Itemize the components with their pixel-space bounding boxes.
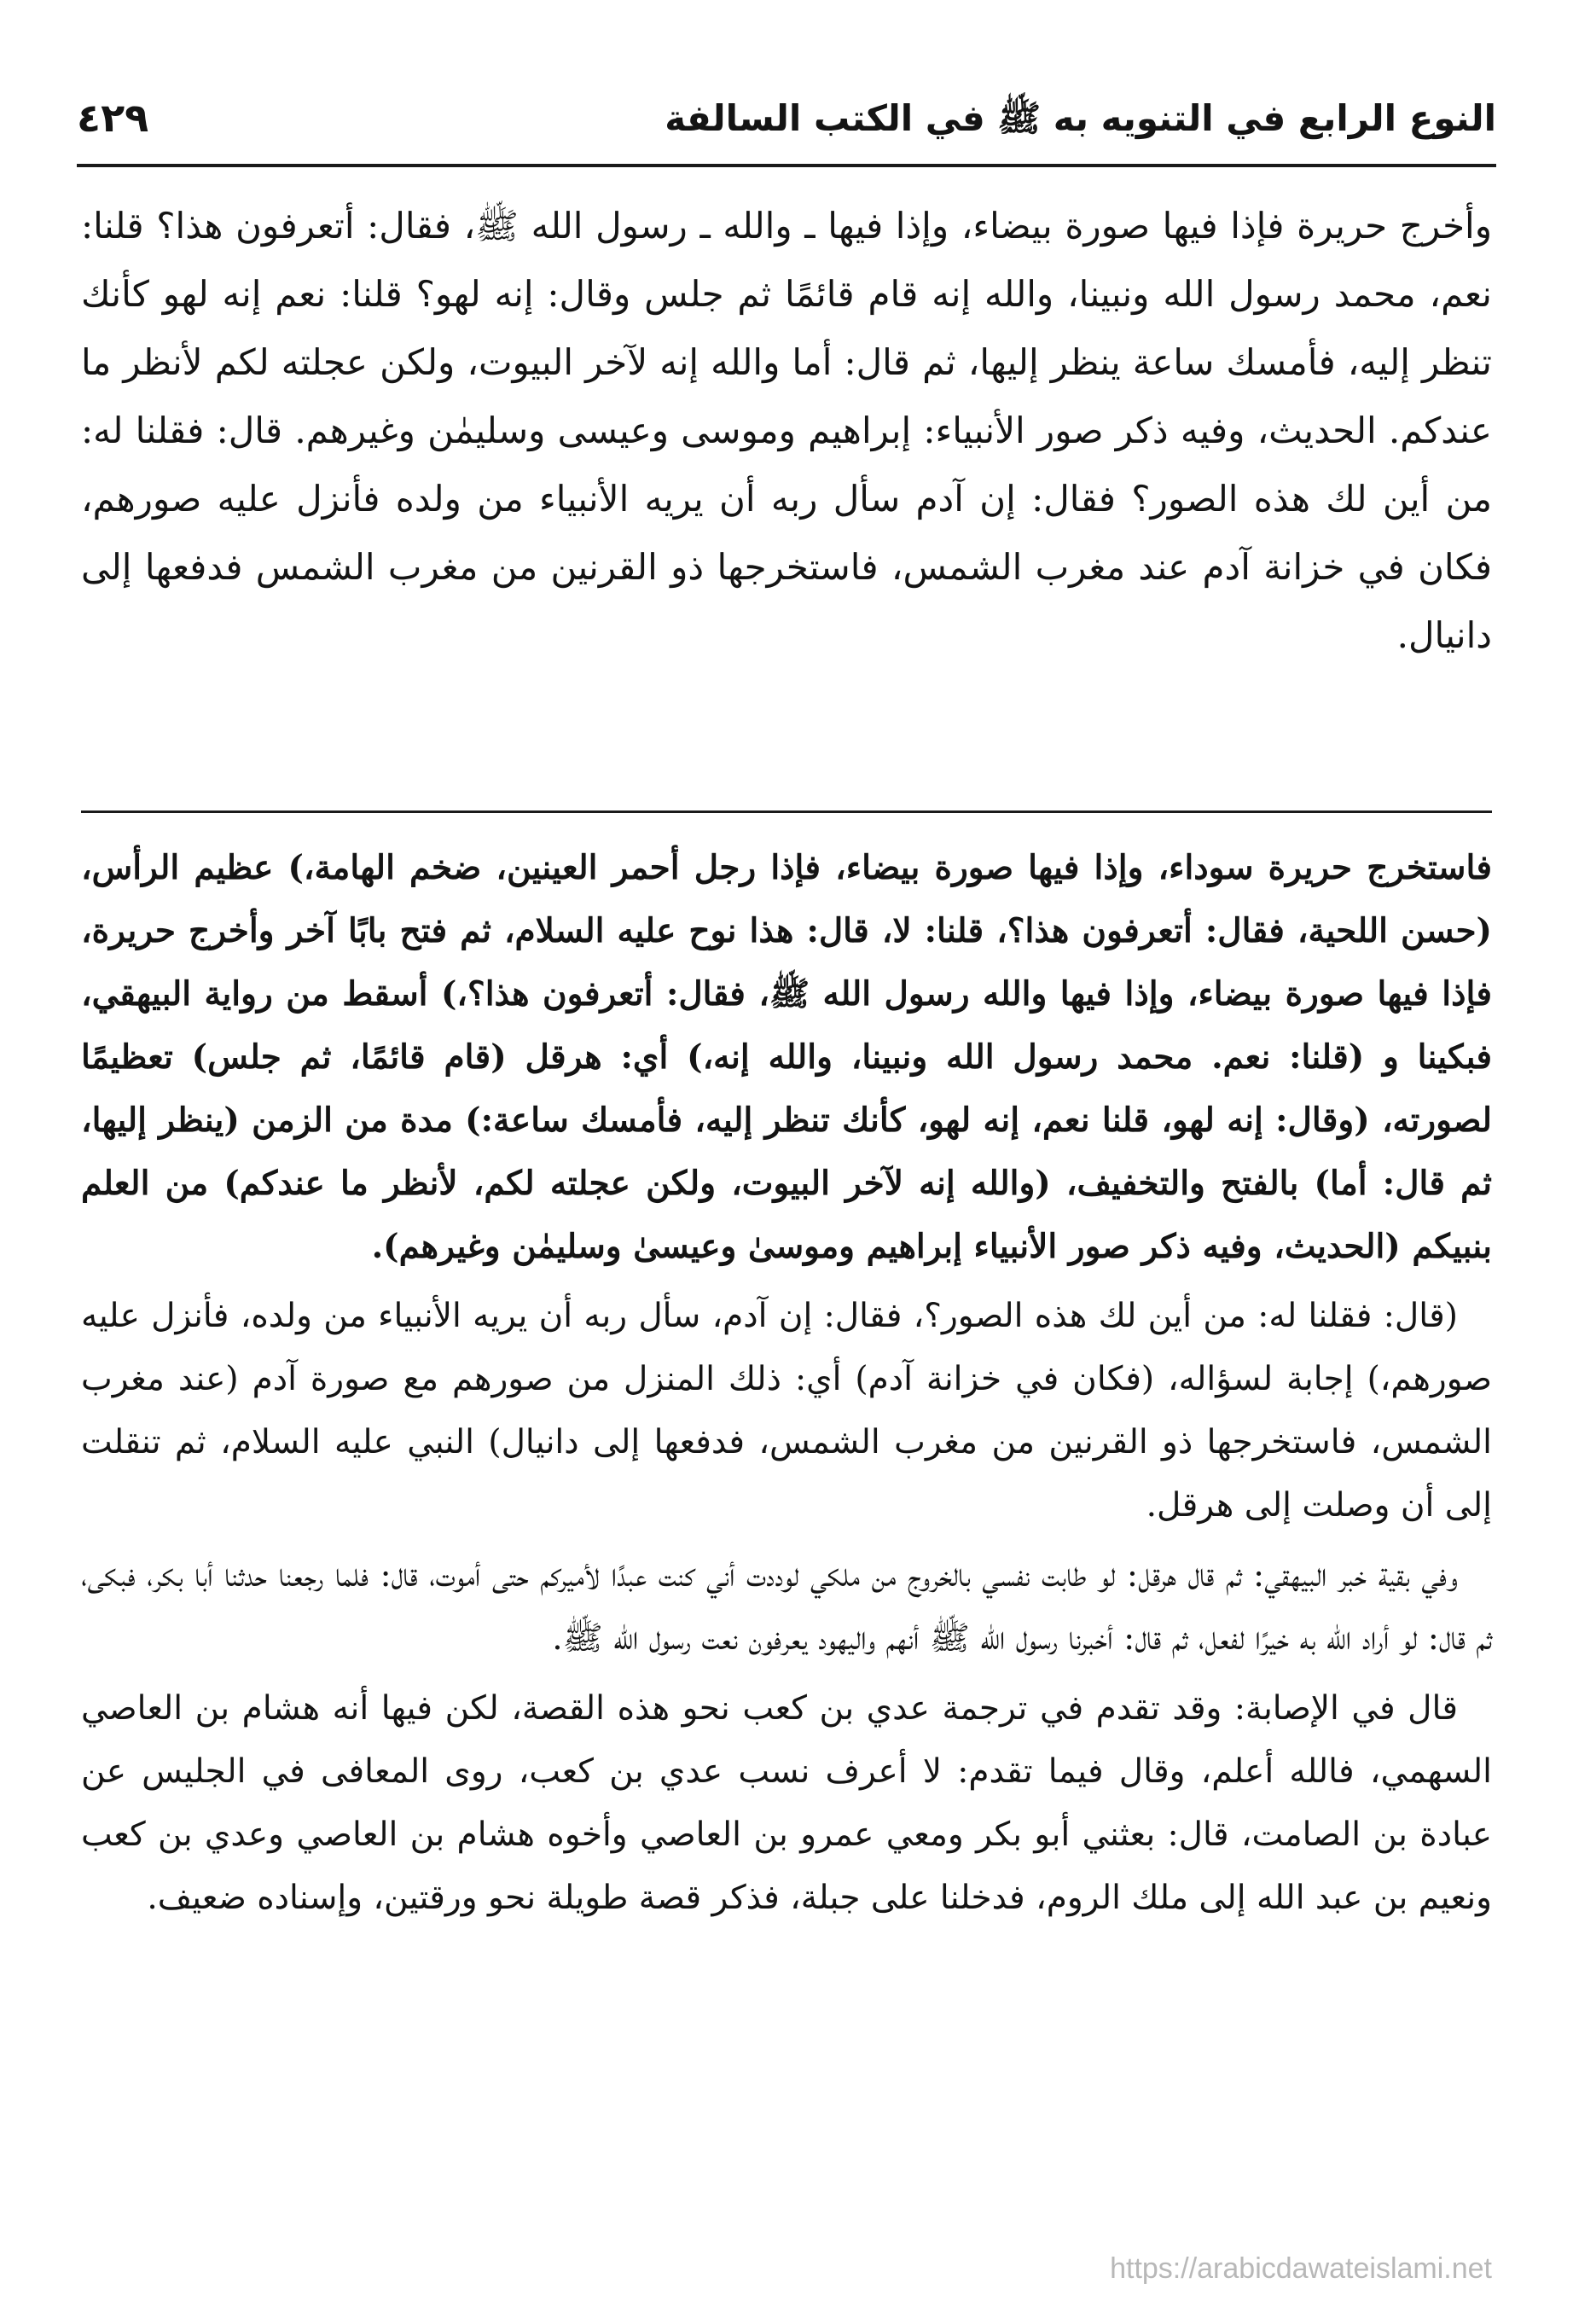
commentary-paragraph: وفي بقية خبر البيهقي: ثم قال هرقل: لو طابت نفسي بالخروج من ملكي لوددت أني كنت عبدًا لأميركم حتى أموت، قال: فلما رجعنا حدثنا أبا بكر، فبكى، ثم قال: لو أراد الله به خيرًا لفعل، ثم قال: أخبرنا رسول الله ﷺ أنهم واليهود يعرفون نعت رسول الله ﷺ. <box>81 1556 1492 1658</box>
commentary-paragraph: فاستخرج حريرة سوداء، وإذا فيها صورة بيضاء، فإذا رجل أحمر العينين، ضخم الهامة،) عظيم الرأس، (حسن اللحية، فقال: أتعرفون هذا؟، قلنا: لا، قال: هذا نوح عليه السلام، ثم فتح بابًا آخر وأخرج حريرة، فإذا فيها صورة بيضاء، وإذا فيها والله رسول الله ﷺ، فقال: أتعرفون هذا؟،) أسقط من رواية البيهقي، فبكينا و (قلنا: نعم. محمد رسول الله ونبينا، والله إنه،) أي: هرقل (قام قائمًا، ثم جلس) تعظيمًا لصورته، (وقال: إنه لهو، قلنا نعم، إنه لهو، كأنك تنظر إليه، فأمسك ساعة:) مدة من الزمن (ينظر إليها، ثم قال: أما) بالفتح والتخفيف، (والله إنه لآخر البيوت، ولكن عجلته لكم، لأنظر ما عندكم) من العلم بنبيكم (الحديث، وفيه ذكر صور الأنبياء إبراهيم وموسىٰ وعيسىٰ وسليمٰن وغيرهم). <box>81 848 1493 1266</box>
header-title: النوع الرابع في التنويه به ﷺ في الكتب السالفة <box>665 97 1496 139</box>
page-header <box>77 90 1496 171</box>
watermark-url: https://arabicdawateislami.net <box>1110 2252 1492 2285</box>
commentary <box>81 836 1492 1937</box>
commentary-paragraph: (قال: فقلنا له: من أين لك هذه الصور؟، فقال: إن آدم، سأل ربه أن يريه الأنبياء من ولده، فأنزل عليه صورهم،) إجابة لسؤاله، (فكان في خزانة آدم) أي: ذلك المنزل من صورهم مع صورة آدم (عند مغرب الشمس، فاستخرجها ذو القرنين من مغرب الشمس، فدفعها إلى دانيال) النبي عليه السلام، ثم تنقلت إلى أن وصلت إلى هرقل. <box>81 1297 1492 1525</box>
page-number: ٤٢٩ <box>77 95 149 141</box>
header-rule <box>77 164 1496 167</box>
commentary-separator <box>81 810 1492 813</box>
main-text: وأخرج حريرة فإذا فيها صورة بيضاء، وإذا فيها ـ والله ـ رسول الله ﷺ، فقال: أتعرفون هذا؟ قلنا: نعم، محمد رسول الله ونبينا، والله إنه قام قائمًا ثم جلس وقال: إنه لهو؟ قلنا: نعم إنه لهو كأنك تنظر إليه، فأمسك ساعة ينظر إليها، ثم قال: أما والله إنه لآخر البيوت، ولكن عجلته لكم لأنظر ما عندكم. الحديث، وفيه ذكر صور الأنبياء: إبراهيم وموسى وعيسى وسليمٰن وغيرهم. قال: فقلنا له: من أين لك هذه الصور؟ فقال: إن آدم سأل ربه أن يريه الأنبياء من ولده فأنزل عليه صورهم، فكان في خزانة آدم عند مغرب الشمس، فاستخرجها ذو القرنين من مغرب الشمس فدفعها إلى دانيال. <box>81 205 1492 656</box>
commentary-paragraph: قال في الإصابة: وقد تقدم في ترجمة عدي بن كعب نحو هذه القصة، لكن فيها أنه هشام بن العاصي السهمي، فالله أعلم، وقال فيما تقدم: لا أعرف نسب عدي بن كعب، روى المعافى في الجليس عن عبادة بن الصامت، قال: بعثني أبو بكر ومعي عمرو بن العاصي وأخوه هشام بن العاصي وعدي بن كعب ونعيم بن عبد الله إلى ملك الروم، فدخلنا على جبلة، فذكر قصة طويلة نحو ورقتين، وإسناده ضعيف. <box>81 1689 1492 1917</box>
